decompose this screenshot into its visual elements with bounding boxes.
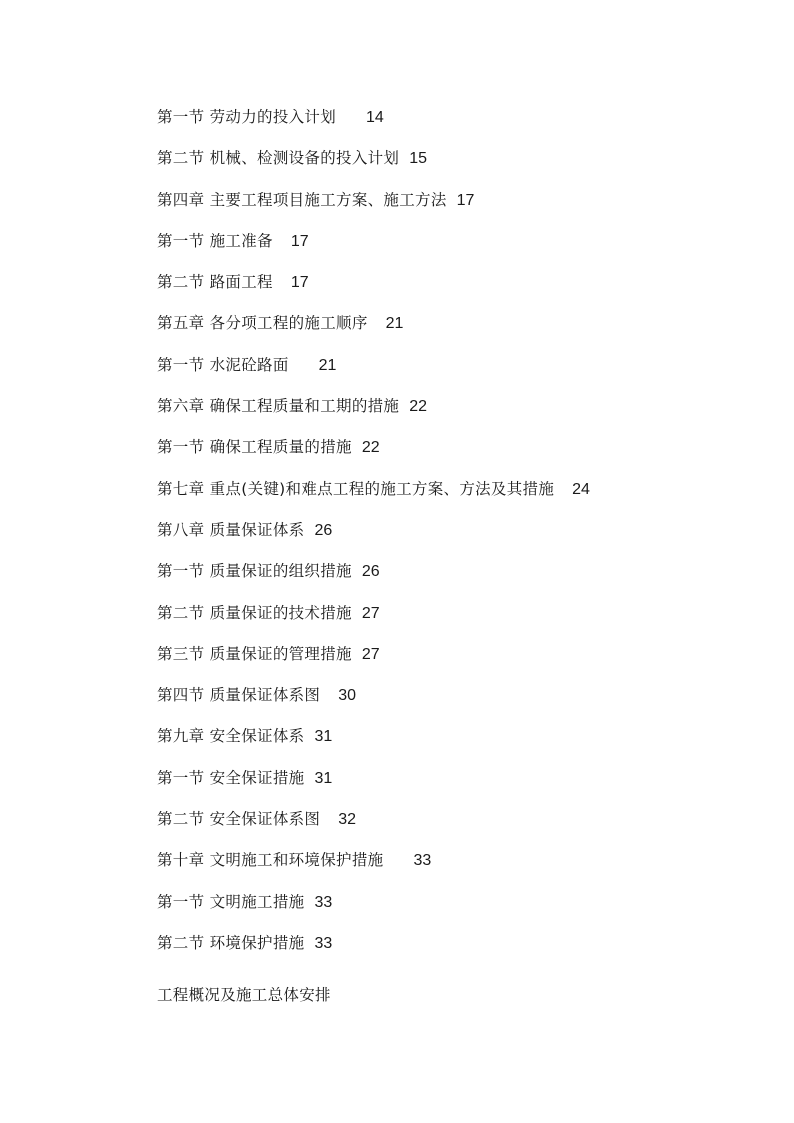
toc-entry-page-number: 26 (361, 563, 380, 581)
toc-entry (157, 558, 590, 599)
toc-entry-label: 第二节 质量保证的技术措施 (157, 603, 352, 622)
toc-entry-page-number: 27 (361, 604, 380, 622)
toc-entry-page-number: 24 (572, 480, 590, 498)
toc-entry-page-number: 17 (456, 191, 475, 209)
toc-entry-label: 第三节 质量保证的管理措施 (157, 644, 352, 663)
toc-entry-page-number: 26 (314, 521, 333, 539)
section-heading: 工程概况及施工总体安排 (157, 986, 331, 1004)
toc-entry (157, 517, 590, 558)
toc-entry-label: 第一节 文明施工措施 (157, 892, 305, 911)
toc-entry (157, 806, 590, 847)
toc-entry (157, 393, 590, 434)
toc-entry-page-number: 33 (413, 852, 432, 870)
toc-entry-page-number: 31 (314, 769, 333, 787)
toc-entry-page-number: 31 (314, 728, 333, 746)
toc-entry-label: 第二节 安全保证体系图 (157, 810, 321, 829)
toc-entry (157, 352, 590, 393)
toc-entry-label: 第一节 确保工程质量的措施 (157, 438, 352, 457)
toc-entry (157, 104, 590, 145)
toc-entry-page-number: 17 (290, 232, 309, 250)
toc-entry-page-number: 33 (314, 934, 333, 952)
toc-entry-page-number: 17 (290, 274, 309, 292)
toc-entry-label: 第一节 安全保证措施 (157, 768, 305, 787)
toc-entry-label: 第七章 重点(关键)和难点工程的施工方案、方法及其措施 (157, 479, 555, 498)
toc-entry-label: 第二节 环境保护措施 (157, 933, 305, 952)
toc-entry-page-number: 27 (361, 645, 380, 663)
toc-entry (157, 600, 590, 641)
toc-entry-label: 第一节 水泥砼路面 (157, 355, 289, 374)
table-of-contents (157, 104, 590, 971)
toc-entry-label: 第五章 各分项工程的施工顺序 (157, 314, 368, 333)
toc-entry-label: 第九章 安全保证体系 (157, 727, 305, 746)
toc-entry (157, 310, 590, 351)
toc-entry (157, 930, 590, 971)
toc-entry (157, 434, 590, 475)
toc-entry-page-number: 21 (385, 315, 404, 333)
toc-entry (157, 889, 590, 930)
toc-entry-page-number: 14 (366, 109, 384, 126)
toc-entry-label: 第一节 施工准备 (157, 231, 273, 250)
toc-entry-label: 第六章 确保工程质量和工期的措施 (157, 397, 400, 416)
toc-entry (157, 145, 590, 186)
toc-entry-label: 第四节 质量保证体系图 (157, 686, 321, 705)
toc-entry-label: 第十章 文明施工和环境保护措施 (157, 851, 384, 870)
toc-entry-label: 第一节 质量保证的组织措施 (157, 562, 352, 581)
toc-entry (157, 682, 590, 723)
toc-entry (157, 765, 590, 806)
toc-entry-page-number: 22 (361, 439, 380, 457)
toc-entry-page-number: 22 (409, 398, 428, 416)
toc-entry-label: 第四章 主要工程项目施工方案、施工方法 (157, 190, 447, 209)
toc-entry-label: 第一节 劳动力的投入计划 (157, 108, 337, 126)
toc-entry-label: 第八章 质量保证体系 (157, 520, 305, 539)
toc-entry-page-number: 21 (318, 356, 337, 374)
toc-entry (157, 476, 590, 517)
toc-entry (157, 228, 590, 269)
toc-entry-page-number: 33 (314, 893, 333, 911)
toc-entry-page-number: 30 (338, 687, 357, 705)
toc-entry (157, 187, 590, 228)
toc-entry-label: 第二节 机械、检测设备的投入计划 (157, 149, 400, 168)
toc-entry (157, 269, 590, 310)
toc-entry-page-number: 32 (338, 811, 357, 829)
toc-entry (157, 847, 590, 888)
toc-entry-label: 第二节 路面工程 (157, 273, 273, 292)
toc-entry (157, 641, 590, 682)
toc-entry (157, 723, 590, 764)
toc-entry-page-number: 15 (409, 150, 428, 168)
